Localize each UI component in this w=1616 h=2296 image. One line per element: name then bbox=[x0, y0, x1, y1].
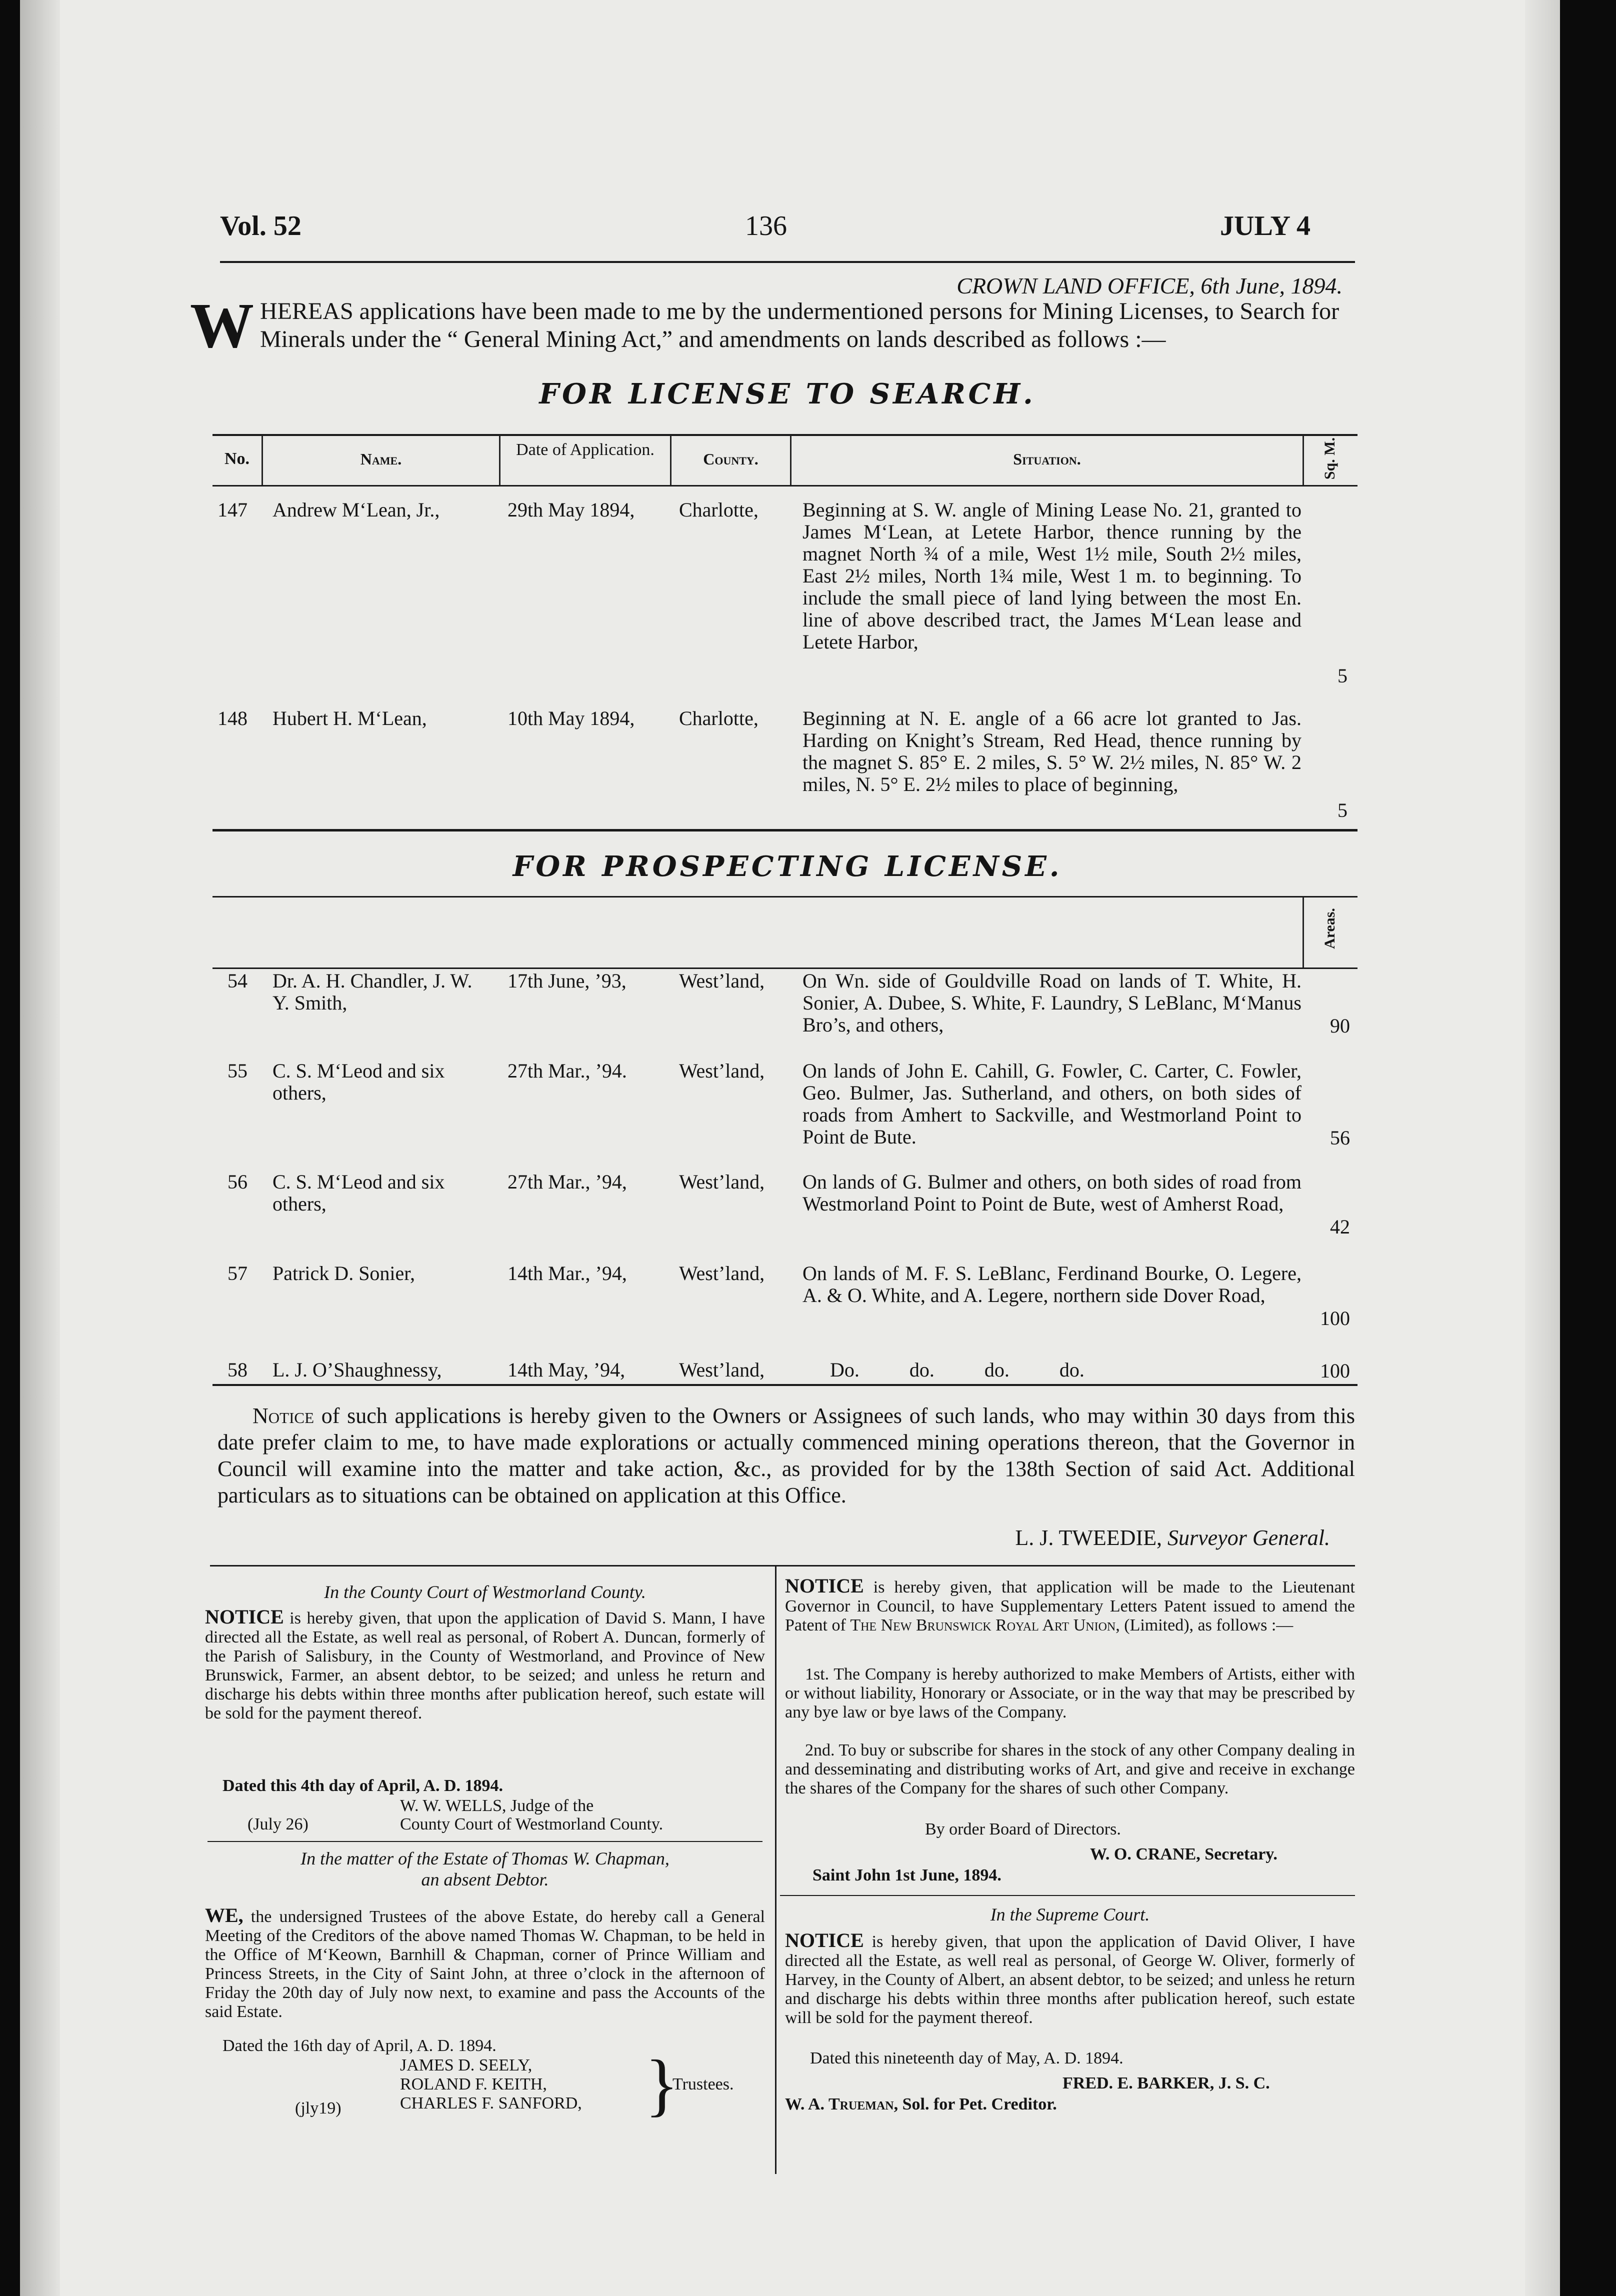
county: Charlotte, bbox=[679, 707, 758, 730]
whereas-paragraph bbox=[190, 290, 1355, 361]
county-court-body: is hereby given, that upon the application of David S. Mann, I have directed all the Estate, as well real as personal, of Robert A. Duncan, formerly of the Parish of Salisbury, in the County of Westmorland, and Province of New Brunswick, Farmer, an absent debtor, to be seized; and unless he return and discharge his debts within three months after publication hereof, such estate will be sold for the payment thereof. bbox=[205, 1609, 765, 1722]
county: Charlotte, bbox=[679, 498, 758, 521]
prospect-table-head-rule bbox=[212, 968, 1358, 969]
application-date: 14th Mar., ’94, bbox=[508, 1262, 627, 1284]
area-count: 90 bbox=[1330, 1014, 1350, 1037]
application-date: 27th Mar., ’94, bbox=[508, 1170, 627, 1193]
prospect-table-top-rule bbox=[212, 896, 1358, 898]
notice-lead-word: NOTICE bbox=[785, 1929, 864, 1952]
trustees-label: Trustees. bbox=[672, 2075, 734, 2094]
row-number: 148 bbox=[218, 707, 248, 730]
situation-description: Beginning at S. W. angle of Mining Lease No. 21, granted to James M‘Lean, at Letete Harbor, thence running by the magnet North ¾ of a mile, West 1½ mile, South 2½ miles, East 2½ miles, North 1¾ mile, West 1 m. to beginning. To include the small piece of land lying between the most En. line of above described tract, the James M‘Lean lease and Letete Harbor, bbox=[802, 498, 1302, 653]
notice-divider bbox=[780, 1895, 1355, 1896]
supreme-court-body: is hereby given, that upon the application of David Oliver, I have directed all the Estate, as well real as personal, of George W. Oliver, formerly of Harvey, in the County of Albert, an absent debtor, to be seized; and unless he return and discharge his debts within three months after publication hereof, such estate will be sold for the payment thereof. bbox=[785, 1932, 1355, 2027]
search-section-title: FOR LICENSE TO SEARCH. bbox=[539, 378, 1036, 410]
chapman-notice bbox=[205, 1906, 765, 2022]
art-union-notice bbox=[785, 1576, 1355, 1635]
gazette-page bbox=[20, 0, 1560, 2296]
notice-lead-word: NOTICE bbox=[785, 1574, 864, 1597]
situation-description: Beginning at N. E. angle of a 66 acre lot granted to Jas. Harding on Knight’s Stream, Red Head, thence running by the magnet S. 85° E. 2 miles, S. 5° W. 2½ miles, N. 85° W. 2 miles, N. 5° E. 2½ miles to place of beginning, bbox=[802, 707, 1302, 796]
prospect-col-divider bbox=[1302, 897, 1304, 968]
page-edge-shadow bbox=[1525, 0, 1560, 2296]
situation-description: On Wn. side of Gouldville Road on lands of T. White, H. Sonier, A. Dubee, S. White, F. Laundry, S LeBlanc, M‘Manus Bro’s, and others, bbox=[802, 970, 1302, 1036]
header-rule bbox=[220, 261, 1355, 263]
prospect-table-bottom-rule bbox=[212, 1384, 1358, 1386]
notice-lead-word: WE, bbox=[205, 1904, 244, 1926]
solicitor-name: W. A. Trueman bbox=[785, 2095, 894, 2114]
col-header-areas: Areas. bbox=[1322, 908, 1338, 949]
area-count: 56 bbox=[1330, 1126, 1350, 1149]
trustee-name: CHARLES F. SANFORD, bbox=[400, 2094, 582, 2112]
volume-number: Vol. 52 bbox=[220, 210, 302, 242]
county: West’land, bbox=[679, 1170, 765, 1193]
search-col-divider bbox=[1302, 435, 1304, 485]
county: West’land, bbox=[679, 1060, 765, 1082]
art-union-body: is hereby given, that application will be made to the Lieutenant Governor in Council, to have Supplementary Letters Patent issued to amend the Patent of bbox=[785, 1578, 1355, 1634]
area-count: 100 bbox=[1320, 1360, 1350, 1382]
surveyor-name: L. J. TWEEDIE, bbox=[1015, 1526, 1162, 1550]
application-date: 27th Mar., ’94. bbox=[508, 1060, 627, 1082]
applicant-name: L. J. O’Shaughnessy, bbox=[272, 1358, 442, 1381]
applicant-name: Andrew M‘Lean, Jr., bbox=[272, 498, 440, 521]
art-union-clause-1: 1st. The Company is hereby authorized to make Members of Artists, either with or without liability, Honorary or Associate, or in the way that may be prescribed by any bye law or bye laws of the Company. bbox=[785, 1665, 1355, 1722]
application-date: 29th May 1894, bbox=[508, 498, 635, 521]
col-header-situation: Situation. bbox=[1013, 450, 1081, 468]
applicant-name: Patrick D. Sonier, bbox=[272, 1262, 416, 1284]
search-table-bottom-rule bbox=[212, 829, 1358, 832]
notice-code: (July 26) bbox=[248, 1815, 308, 1834]
area-sq-miles: 5 bbox=[1338, 799, 1348, 822]
judge-signature: FRED. E. BARKER, J. S. C. bbox=[1062, 2074, 1270, 2092]
row-number: 147 bbox=[218, 498, 248, 521]
county-court-heading: In the County Court of Westmorland County. bbox=[324, 1582, 646, 1602]
judge-name: W. W. WELLS, Judge of the bbox=[400, 1796, 594, 1815]
art-union-body-end: , (Limited), as follows :— bbox=[1116, 1616, 1294, 1634]
surveyor-signature bbox=[805, 1525, 1330, 1550]
trustee-name: JAMES D. SEELY, bbox=[400, 2056, 532, 2074]
area-sq-miles: 5 bbox=[1338, 664, 1348, 687]
applicant-name: C. S. M‘Leod and six others, bbox=[272, 1170, 445, 1215]
area-count: 100 bbox=[1320, 1307, 1350, 1330]
office-dateline: CROWN LAND OFFICE, 6th June, 1894. bbox=[956, 273, 1342, 298]
area-count: 42 bbox=[1330, 1216, 1350, 1238]
closing-lead-word: Notice bbox=[252, 1404, 314, 1428]
col-header-county: County. bbox=[703, 450, 758, 468]
situation-ditto: Do. do. do. do. bbox=[830, 1358, 1084, 1381]
row-number: 56 bbox=[228, 1170, 248, 1193]
art-union-place-date: Saint John 1st June, 1894. bbox=[812, 1866, 1002, 1884]
notice-divider bbox=[208, 1841, 762, 1842]
applicant-name: Dr. A. H. Chandler, J. W. Y. Smith, bbox=[272, 970, 472, 1014]
situation-description: On lands of John E. Cahill, G. Fowler, C. Carter, C. Fowler, Geo. Bulmer, Jas. Sutherland, and others, on both sides of roads from Amhert to Sackville, and Westmorland Point to Point de Bute. bbox=[802, 1060, 1302, 1148]
company-name: The New Brunswick Royal Art Union bbox=[850, 1616, 1116, 1634]
prospecting-section-title: FOR PROSPECTING LICENSE. bbox=[512, 850, 1062, 883]
situation-description: On lands of G. Bulmer and others, on both sides of road from Westmorland Point to Point de Bute, west of Amherst Road, bbox=[802, 1170, 1302, 1215]
issue-date: JULY 4 bbox=[1220, 210, 1311, 242]
solicitor-role: , Sol. for Pet. Creditor. bbox=[894, 2095, 1057, 2114]
chapman-body: the undersigned Trustees of the above Estate, do hereby call a General Meeting of the Creditors of the above named Thomas W. Chapman, to be held in the Office of M‘Keown, Barnhill & Chapman, corner of Prince William and Princess Streets, in the City of Saint John, at three o’clock in the afternoon of Friday the 20th day of July now next, to examine and pass the Accounts of the said Estate. bbox=[205, 1908, 765, 2021]
supreme-court-heading: In the Supreme Court. bbox=[990, 1904, 1150, 1924]
drop-cap: W bbox=[190, 290, 254, 361]
row-number: 58 bbox=[228, 1358, 248, 1381]
trustees-brace: } bbox=[645, 2046, 679, 2124]
county: West’land, bbox=[679, 970, 765, 992]
application-date: 14th May, ’94, bbox=[508, 1358, 626, 1381]
application-date: 17th June, ’93, bbox=[508, 970, 626, 992]
row-number: 57 bbox=[228, 1262, 248, 1284]
county-court-dated: Dated this 4th day of April, A. D. 1894. bbox=[222, 1776, 504, 1795]
chapman-heading: In the matter of the Estate of Thomas W. Chapman, bbox=[300, 1848, 670, 1868]
county-court-notice bbox=[205, 1608, 765, 1723]
row-number: 55 bbox=[228, 1060, 248, 1082]
closing-notice bbox=[218, 1402, 1355, 1508]
whereas-text: HEREAS applications have been made to me by the undermentioned persons for Mining Licenses, to Search for Minerals under the “ General Mining Act,” and amendments on lands described as follows :— bbox=[260, 298, 1340, 352]
row-number: 54 bbox=[228, 970, 248, 992]
section-divider bbox=[210, 1565, 1355, 1566]
situation-description: On lands of M. F. S. LeBlanc, Ferdinand Bourke, O. Legere, A. & O. White, and A. Legere, northern side Dover Road, bbox=[802, 1262, 1302, 1306]
col-header-sq-miles: Sq. M. bbox=[1322, 437, 1338, 480]
supreme-court-notice bbox=[785, 1931, 1355, 2028]
art-union-clause-2: 2nd. To buy or subscribe for shares in the stock of any other Company dealing in and desseminating and distributing works of Art, and give and receive in exchange the shares of the Company for the shares of such other Company. bbox=[785, 1741, 1355, 1798]
page-number: 136 bbox=[745, 210, 787, 242]
judge-court: County Court of Westmorland County. bbox=[400, 1815, 664, 1834]
closing-text: of such applications is hereby given to the Owners or Assignees of such lands, who may within 30 days from this date prefer claim to me, to have made explorations or actually commenced mining operations thereon, that the Governor in Council will examine into the matter and take action, &c., as provided for by the 138th Section of said Act. Additional particulars as to situations can be obtained on application at this Office. bbox=[218, 1404, 1355, 1508]
notice-lead-word: NOTICE bbox=[205, 1606, 284, 1628]
applicant-name: Hubert H. M‘Lean, bbox=[272, 707, 427, 730]
trustee-name: ROLAND F. KEITH, bbox=[400, 2075, 547, 2094]
search-table-head-rule bbox=[212, 485, 1358, 486]
column-divider bbox=[775, 1566, 776, 2174]
col-header-date: Date of Application. bbox=[516, 440, 654, 459]
surveyor-title: Surveyor General. bbox=[1167, 1526, 1330, 1550]
secretary-signature: W. O. CRANE, Secretary. bbox=[1090, 1845, 1278, 1864]
col-header-no: No. bbox=[224, 450, 250, 468]
application-date: 10th May 1894, bbox=[508, 707, 635, 730]
chapman-dated: Dated the 16th day of April, A. D. 1894. bbox=[222, 2036, 496, 2055]
notice-code: (jly19) bbox=[295, 2099, 342, 2118]
solicitor-line bbox=[785, 2095, 1285, 2114]
applicant-name: C. S. M‘Leod and six others, bbox=[272, 1060, 445, 1104]
supreme-court-dated: Dated this nineteenth day of May, A. D. 1894. bbox=[810, 2049, 1124, 2068]
board-order: By order Board of Directors. bbox=[925, 1820, 1121, 1838]
county: West’land, bbox=[679, 1358, 765, 1381]
chapman-subheading: an absent Debtor. bbox=[421, 1870, 549, 1890]
search-table-top-rule bbox=[212, 434, 1358, 436]
county: West’land, bbox=[679, 1262, 765, 1284]
col-header-name: Name. bbox=[360, 450, 402, 468]
page-spine-shadow bbox=[20, 0, 60, 2296]
